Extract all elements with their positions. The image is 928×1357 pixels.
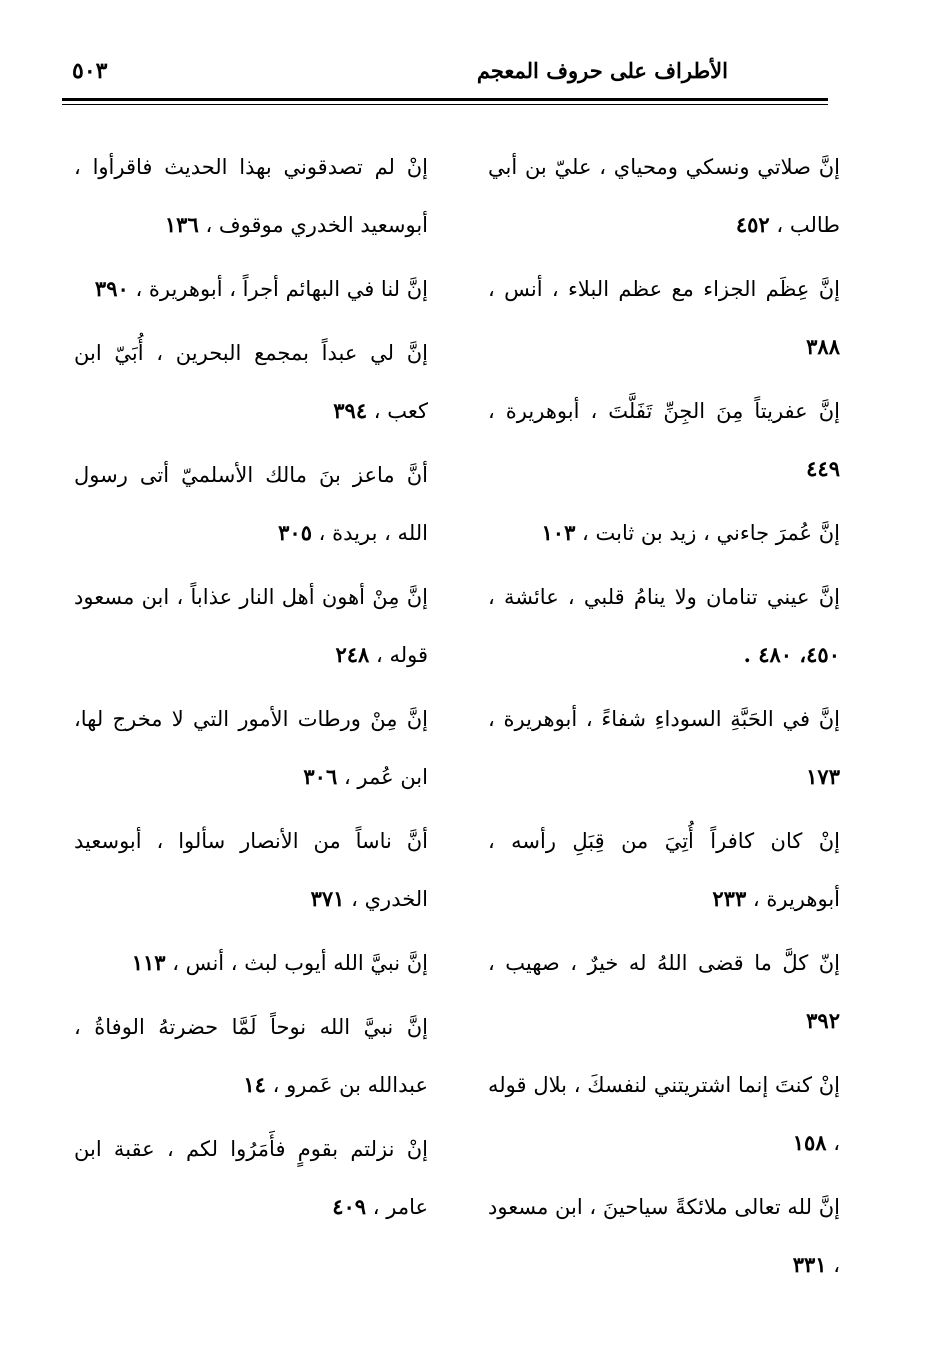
index-entry	[74, 260, 428, 318]
index-entry	[74, 324, 428, 440]
entry-page-ref: ٤٥٢	[735, 212, 770, 237]
entry-page-ref: ٣٩٢	[806, 1008, 840, 1033]
entry-text: إنَّ عِظَم الجزاء مع عظم البلاء ، أنس ،	[488, 277, 840, 301]
index-entry	[74, 998, 428, 1114]
entry-text: إنّ كلَّ ما قضى اللهُ له خيرٌ ، صهيب ،	[488, 951, 840, 975]
index-entry	[488, 568, 840, 684]
index-entry	[74, 138, 428, 254]
entry-page-ref: ٣٨٨	[806, 334, 840, 359]
entry-text: إنَّ نبيَّ الله نوحاً لَمَّا حضرتهُ الوفاةُ ، عبدالله بن عَمرو ،	[74, 1015, 428, 1097]
entry-page-ref: ٤٠٩	[332, 1194, 367, 1219]
entry-text: إنَّ في الحَبَّةِ السوداءِ شفاءً ، أبوهريرة ،	[488, 707, 840, 731]
entry-page-ref: ٤٥٠، ٤٨٠ .	[743, 642, 840, 667]
index-entry	[488, 1056, 840, 1172]
index-entry	[488, 1178, 840, 1294]
running-title: الأطراف على حروف المعجم	[476, 58, 728, 83]
entry-page-ref: ١٤	[243, 1072, 266, 1097]
entry-page-ref: ١١٣	[131, 950, 166, 975]
entry-page-ref: ٢٣٣	[712, 886, 747, 911]
header-rule-thin	[62, 104, 828, 105]
entry-page-ref: ٢٤٨	[335, 642, 370, 667]
entry-text: إنْ كان كافراً أُتِيَ من قِبَلِ رأسه ، أبوهريرة ،	[488, 829, 840, 911]
entry-page-ref: ٤٤٩	[806, 456, 840, 481]
entry-text: إنْ لم تصدقوني بهذا الحديث فاقرأوا ، أبوسعيد الخدري موقوف ،	[74, 155, 428, 237]
index-entry	[74, 1120, 428, 1236]
right-column	[488, 138, 840, 1300]
entry-text: إنَّ لنا في البهائم أجراً ، أبوهريرة ،	[135, 277, 428, 301]
entry-text: أنَّ ناساً من الأنصار سألوا ، أبوسعيد الخدري ،	[74, 829, 428, 911]
entry-text: إنَّ عُمرَ جاءني ، زيد بن ثابت ،	[582, 521, 840, 545]
header-rule-thick	[62, 98, 828, 101]
index-entry	[74, 690, 428, 806]
entry-page-ref: ١٧٣	[806, 764, 840, 789]
index-entry	[74, 934, 428, 992]
index-entry	[488, 690, 840, 806]
entry-text: إنَّ عفريتاً مِنَ الجِنِّ تَفَلَّتَ ، أبوهريرة ،	[488, 399, 840, 423]
entry-text: إنْ كنتَ إنما اشتريتني لنفسكَ ، بلال قوله ،	[488, 1073, 840, 1155]
entry-page-ref: ١٣٦	[164, 212, 199, 237]
index-entry	[488, 504, 840, 562]
entry-text: إنْ نزلتم بقومٍ فأَمَرُوا لكم ، عقبة ابن عامر ،	[74, 1137, 428, 1219]
page-header	[62, 50, 828, 100]
index-entry	[74, 812, 428, 928]
entry-text: إنَّ مِنْ أهون أهل النار عذاباً ، ابن مسعود قوله ،	[74, 585, 428, 667]
left-column	[74, 138, 428, 1242]
entry-text: إنَّ لله تعالى ملائكةً سياحينَ ، ابن مسعود ،	[488, 1195, 840, 1277]
entry-page-ref: ٣٧١	[310, 886, 345, 911]
entry-text: إنَّ عيني تنامان ولا ينامُ قلبي ، عائشة ،	[488, 585, 840, 609]
index-entry	[74, 568, 428, 684]
index-entry	[74, 446, 428, 562]
entry-text: إنَّ مِنْ ورطات الأمور التي لا مخرج لها، ابن عُمر ،	[74, 707, 428, 789]
entry-text: إنَّ لي عبداً بمجمع البحرين ، أُبَيّ ابن كعب ،	[74, 341, 428, 423]
entry-text: إنَّ نبيَّ الله أيوب لبث ، أنس ،	[172, 951, 428, 975]
entry-text: أنَّ ماعز بنَ مالك الأسلميّ أتى رسول الله ، بريدة ،	[74, 463, 428, 545]
entry-page-ref: ٣٩٠	[94, 276, 129, 301]
index-entry	[488, 382, 840, 498]
index-entry	[488, 138, 840, 254]
entry-page-ref: ٣٠٦	[303, 764, 338, 789]
entry-page-ref: ١٠٣	[541, 520, 576, 545]
page-number: ٥٠٣	[72, 58, 108, 84]
index-entry	[488, 934, 840, 1050]
entry-page-ref: ٣٩٤	[333, 398, 368, 423]
entry-page-ref: ٣٠٥	[278, 520, 312, 545]
index-entry	[488, 812, 840, 928]
entry-page-ref: ٣٣١	[792, 1252, 827, 1277]
entry-page-ref: ١٥٨	[792, 1130, 827, 1155]
entry-text: إنَّ صلاتي ونسكي ومحياي ، عليّ بن أبي طالب ،	[488, 155, 840, 237]
index-entry	[488, 260, 840, 376]
